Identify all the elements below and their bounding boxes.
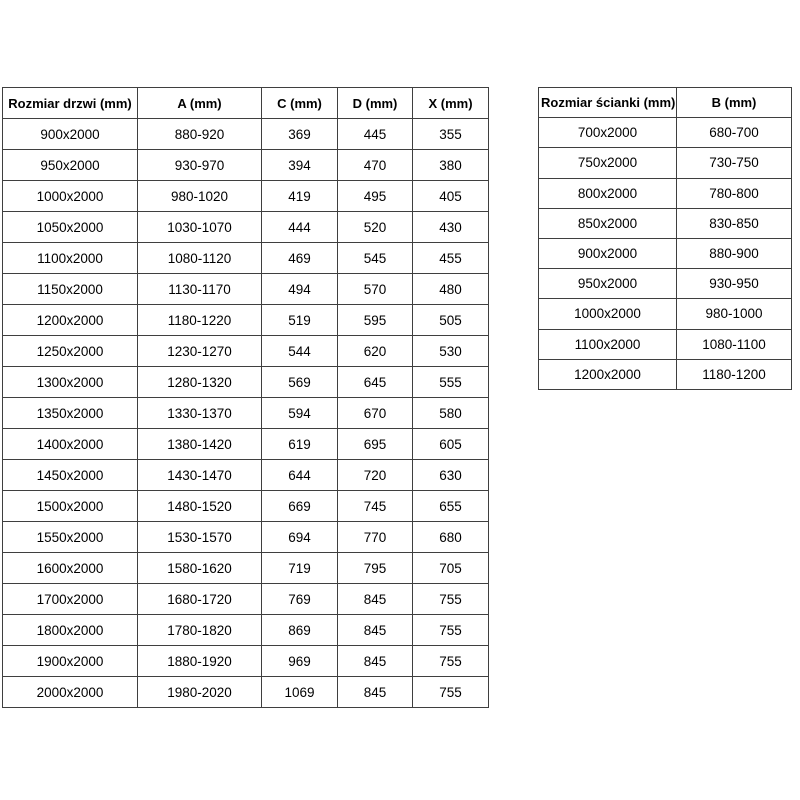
- table-cell: 1800x2000: [3, 615, 138, 646]
- table-cell: 1600x2000: [3, 553, 138, 584]
- table-cell: 1450x2000: [3, 460, 138, 491]
- table-cell: 655: [413, 491, 489, 522]
- table-cell: 469: [262, 243, 338, 274]
- table-cell: 495: [338, 181, 413, 212]
- table-row: [3, 584, 489, 615]
- table-cell: 845: [338, 584, 413, 615]
- table-cell: 1100x2000: [539, 329, 677, 359]
- table-cell: 1000x2000: [539, 299, 677, 329]
- table-cell: 1580-1620: [138, 553, 262, 584]
- table-row: [539, 118, 792, 148]
- table-cell: 845: [338, 677, 413, 708]
- table-row: [539, 178, 792, 208]
- table-cell: 380: [413, 150, 489, 181]
- doors-header-row: [3, 88, 489, 119]
- table-cell: 1900x2000: [3, 646, 138, 677]
- table-cell: 595: [338, 305, 413, 336]
- table-row: [539, 329, 792, 359]
- table-cell: 720: [338, 460, 413, 491]
- table-cell: 1080-1100: [677, 329, 792, 359]
- table-cell: 444: [262, 212, 338, 243]
- table-cell: 1300x2000: [3, 367, 138, 398]
- table-cell: 930-950: [677, 269, 792, 299]
- table-cell: 845: [338, 646, 413, 677]
- table-row: [3, 522, 489, 553]
- table-cell: 680-700: [677, 118, 792, 148]
- table-cell: 1980-2020: [138, 677, 262, 708]
- column-header: D (mm): [338, 88, 413, 119]
- table-cell: 405: [413, 181, 489, 212]
- table-cell: 1780-1820: [138, 615, 262, 646]
- table-cell: 1030-1070: [138, 212, 262, 243]
- table-row: [539, 359, 792, 389]
- table-cell: 580: [413, 398, 489, 429]
- table-cell: 1250x2000: [3, 336, 138, 367]
- column-header: C (mm): [262, 88, 338, 119]
- table-row: [539, 148, 792, 178]
- table-cell: 680: [413, 522, 489, 553]
- table-cell: 750x2000: [539, 148, 677, 178]
- table-cell: 1200x2000: [3, 305, 138, 336]
- table-row: [3, 429, 489, 460]
- table-cell: 880-900: [677, 238, 792, 268]
- table-cell: 1180-1200: [677, 359, 792, 389]
- walls-table: [538, 87, 792, 390]
- table-cell: 1880-1920: [138, 646, 262, 677]
- table-row: [3, 243, 489, 274]
- table-cell: 394: [262, 150, 338, 181]
- table-cell: 694: [262, 522, 338, 553]
- table-cell: 980-1000: [677, 299, 792, 329]
- table-cell: 719: [262, 553, 338, 584]
- table-cell: 869: [262, 615, 338, 646]
- table-cell: 1330-1370: [138, 398, 262, 429]
- table-cell: 1180-1220: [138, 305, 262, 336]
- table-row: [3, 336, 489, 367]
- table-cell: 770: [338, 522, 413, 553]
- column-header: Rozmiar drzwi (mm): [3, 88, 138, 119]
- table-row: [3, 398, 489, 429]
- doors-table: [2, 87, 489, 708]
- table-cell: 620: [338, 336, 413, 367]
- walls-table-header: [539, 88, 792, 118]
- table-cell: 980-1020: [138, 181, 262, 212]
- table-cell: 745: [338, 491, 413, 522]
- table-cell: 695: [338, 429, 413, 460]
- table-row: [3, 274, 489, 305]
- table-cell: 355: [413, 119, 489, 150]
- table-cell: 1430-1470: [138, 460, 262, 491]
- table-cell: 969: [262, 646, 338, 677]
- table-cell: 755: [413, 646, 489, 677]
- column-header: Rozmiar ścianki (mm): [539, 88, 677, 118]
- table-cell: 1700x2000: [3, 584, 138, 615]
- table-row: [3, 212, 489, 243]
- table-row: [539, 238, 792, 268]
- table-cell: 1200x2000: [539, 359, 677, 389]
- column-header: X (mm): [413, 88, 489, 119]
- table-cell: 950x2000: [539, 269, 677, 299]
- table-cell: 545: [338, 243, 413, 274]
- table-cell: 1050x2000: [3, 212, 138, 243]
- doors-table-body: [3, 119, 489, 708]
- table-row: [3, 181, 489, 212]
- table-cell: 1680-1720: [138, 584, 262, 615]
- table-cell: 769: [262, 584, 338, 615]
- table-row: [3, 491, 489, 522]
- table-cell: 1080-1120: [138, 243, 262, 274]
- table-cell: 519: [262, 305, 338, 336]
- table-cell: 950x2000: [3, 150, 138, 181]
- table-cell: 644: [262, 460, 338, 491]
- table-cell: 1130-1170: [138, 274, 262, 305]
- column-header: A (mm): [138, 88, 262, 119]
- table-cell: 619: [262, 429, 338, 460]
- table-cell: 419: [262, 181, 338, 212]
- table-cell: 1100x2000: [3, 243, 138, 274]
- table-cell: 780-800: [677, 178, 792, 208]
- table-cell: 880-920: [138, 119, 262, 150]
- table-cell: 430: [413, 212, 489, 243]
- table-cell: 520: [338, 212, 413, 243]
- table-cell: 645: [338, 367, 413, 398]
- table-row: [3, 677, 489, 708]
- table-cell: 369: [262, 119, 338, 150]
- table-cell: 830-850: [677, 208, 792, 238]
- table-cell: 1350x2000: [3, 398, 138, 429]
- table-cell: 755: [413, 677, 489, 708]
- table-row: [3, 150, 489, 181]
- table-cell: 2000x2000: [3, 677, 138, 708]
- table-cell: 1280-1320: [138, 367, 262, 398]
- table-cell: 1069: [262, 677, 338, 708]
- table-cell: 530: [413, 336, 489, 367]
- table-cell: 700x2000: [539, 118, 677, 148]
- table-cell: 850x2000: [539, 208, 677, 238]
- table-cell: 730-750: [677, 148, 792, 178]
- table-cell: 1000x2000: [3, 181, 138, 212]
- table-cell: 569: [262, 367, 338, 398]
- table-cell: 1530-1570: [138, 522, 262, 553]
- table-cell: 480: [413, 274, 489, 305]
- table-cell: 555: [413, 367, 489, 398]
- table-cell: 930-970: [138, 150, 262, 181]
- table-cell: 505: [413, 305, 489, 336]
- table-row: [3, 119, 489, 150]
- table-cell: 445: [338, 119, 413, 150]
- table-row: [3, 367, 489, 398]
- table-cell: 670: [338, 398, 413, 429]
- walls-table-body: [539, 118, 792, 390]
- table-row: [539, 208, 792, 238]
- table-row: [539, 269, 792, 299]
- table-cell: 669: [262, 491, 338, 522]
- table-cell: 470: [338, 150, 413, 181]
- table-cell: 494: [262, 274, 338, 305]
- table-cell: 900x2000: [539, 238, 677, 268]
- column-header: B (mm): [677, 88, 792, 118]
- table-cell: 594: [262, 398, 338, 429]
- table-cell: 1480-1520: [138, 491, 262, 522]
- table-cell: 570: [338, 274, 413, 305]
- table-cell: 755: [413, 615, 489, 646]
- table-cell: 795: [338, 553, 413, 584]
- table-cell: 544: [262, 336, 338, 367]
- table-row: [3, 460, 489, 491]
- table-cell: 800x2000: [539, 178, 677, 208]
- table-cell: 1380-1420: [138, 429, 262, 460]
- table-row: [3, 646, 489, 677]
- table-cell: 1500x2000: [3, 491, 138, 522]
- table-cell: 900x2000: [3, 119, 138, 150]
- walls-header-row: [539, 88, 792, 118]
- table-row: [3, 305, 489, 336]
- table-cell: 1150x2000: [3, 274, 138, 305]
- table-cell: 605: [413, 429, 489, 460]
- table-cell: 455: [413, 243, 489, 274]
- table-cell: 1400x2000: [3, 429, 138, 460]
- table-cell: 1230-1270: [138, 336, 262, 367]
- table-row: [539, 299, 792, 329]
- table-cell: 755: [413, 584, 489, 615]
- doors-table-header: [3, 88, 489, 119]
- table-cell: 705: [413, 553, 489, 584]
- table-cell: 1550x2000: [3, 522, 138, 553]
- table-cell: 845: [338, 615, 413, 646]
- table-row: [3, 615, 489, 646]
- table-cell: 630: [413, 460, 489, 491]
- table-row: [3, 553, 489, 584]
